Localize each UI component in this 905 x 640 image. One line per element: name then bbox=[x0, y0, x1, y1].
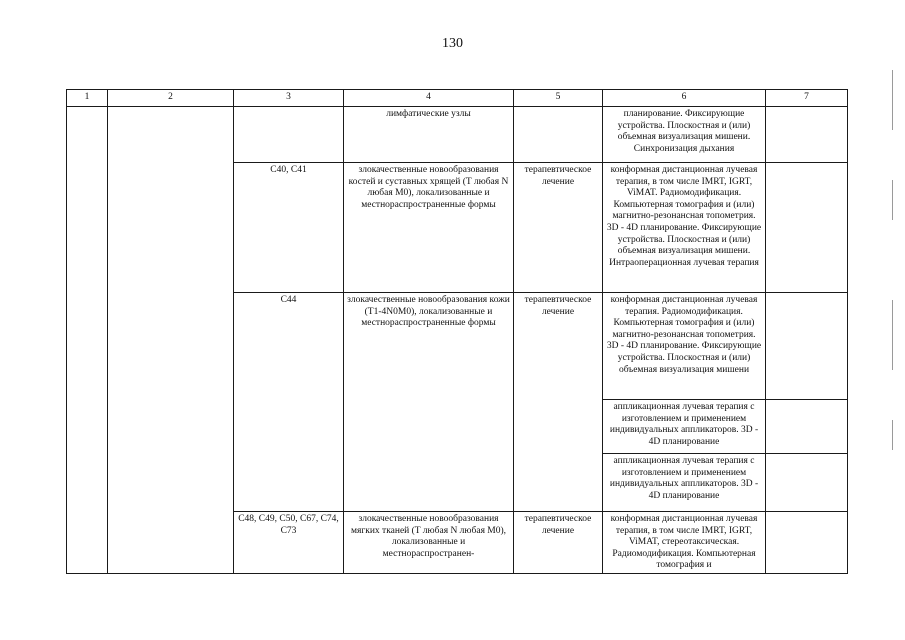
column-number-row bbox=[67, 90, 848, 107]
diagnosis-code-cell: C40, C41 bbox=[234, 163, 344, 293]
column-number-4: 4 bbox=[344, 90, 514, 107]
cell-col-7 bbox=[766, 400, 848, 454]
diagnosis-code-cell: C48, C49, C50, C67, C74, C73 bbox=[234, 512, 344, 574]
diagnosis-code-cell bbox=[234, 107, 344, 163]
cell-col-7 bbox=[766, 454, 848, 512]
treatment-type-cell: терапевтическое лечение bbox=[514, 163, 603, 293]
diagnosis-code-cell: C44 bbox=[234, 293, 344, 512]
page-number: 130 bbox=[442, 36, 463, 51]
scan-artifact bbox=[892, 70, 893, 130]
treatment-type-cell bbox=[514, 107, 603, 163]
column-number-1: 1 bbox=[67, 90, 108, 107]
column-number-3: 3 bbox=[234, 90, 344, 107]
cell-col-7 bbox=[766, 293, 848, 400]
cell-col-2 bbox=[108, 107, 234, 574]
method-cell: конформная дистанционная лучевая терапия, в том числе IMRT, IGRT, ViMAT, стереотаксическая. Радиомодификация. Компьютерная томография и bbox=[603, 512, 766, 574]
method-cell: аппликационная лучевая терапия с изготовлением и применением индивидуальных аппликаторов. 3D - 4D планирование bbox=[603, 400, 766, 454]
condition-cell: лимфатические узлы bbox=[344, 107, 514, 163]
cell-col-7 bbox=[766, 107, 848, 163]
treatment-type-cell: терапевтическое лечение bbox=[514, 512, 603, 574]
column-number-6: 6 bbox=[603, 90, 766, 107]
column-number-7: 7 bbox=[766, 90, 848, 107]
scan-artifact bbox=[892, 420, 893, 450]
cell-col-7 bbox=[766, 512, 848, 574]
cell-col-1 bbox=[67, 107, 108, 574]
table-row bbox=[67, 107, 848, 163]
treatment-type-cell: терапевтическое лечение bbox=[514, 293, 603, 512]
column-number-2: 2 bbox=[108, 90, 234, 107]
method-cell: аппликационная лучевая терапия с изготовлением и применением индивидуальных аппликаторов. 3D - 4D планирование bbox=[603, 454, 766, 512]
column-number-5: 5 bbox=[514, 90, 603, 107]
cell-col-7 bbox=[766, 163, 848, 293]
scan-artifact bbox=[892, 180, 893, 220]
document-table bbox=[66, 89, 848, 574]
condition-cell: злокачественные новообразования мягких тканей (T любая N любая M0), локализованные и местнораспространен- bbox=[344, 512, 514, 574]
condition-cell: злокачественные новообразования костей и суставных хрящей (T любая N любая M0), локализованные и местнораспространенные формы bbox=[344, 163, 514, 293]
condition-cell: злокачественные новообразования кожи (T1-4N0M0), локализованные и местнораспространенные формы bbox=[344, 293, 514, 512]
method-cell: конформная дистанционная лучевая терапия, в том числе IMRT, IGRT, ViMAT. Радиомодификация. Компьютерная томография и (или) магнитно-резонансная топометрия. 3D - 4D планирование. Фиксирующие устройства. Плоскостная и (или) объемная визуализация мишени. Интраоперационная лучевая терапия bbox=[603, 163, 766, 293]
scan-artifact bbox=[892, 300, 893, 370]
method-cell: конформная дистанционная лучевая терапия. Радиомодификация. Компьютерная томография и (или) магнитно-резонансная топометрия. 3D - 4D планирование. Фиксирующие устройства. Плоскостная и (или) объемная визуализация мишени bbox=[603, 293, 766, 400]
method-cell: планирование. Фиксирующие устройства. Плоскостная и (или) объемная визуализация мишени. Синхронизация дыхания bbox=[603, 107, 766, 163]
